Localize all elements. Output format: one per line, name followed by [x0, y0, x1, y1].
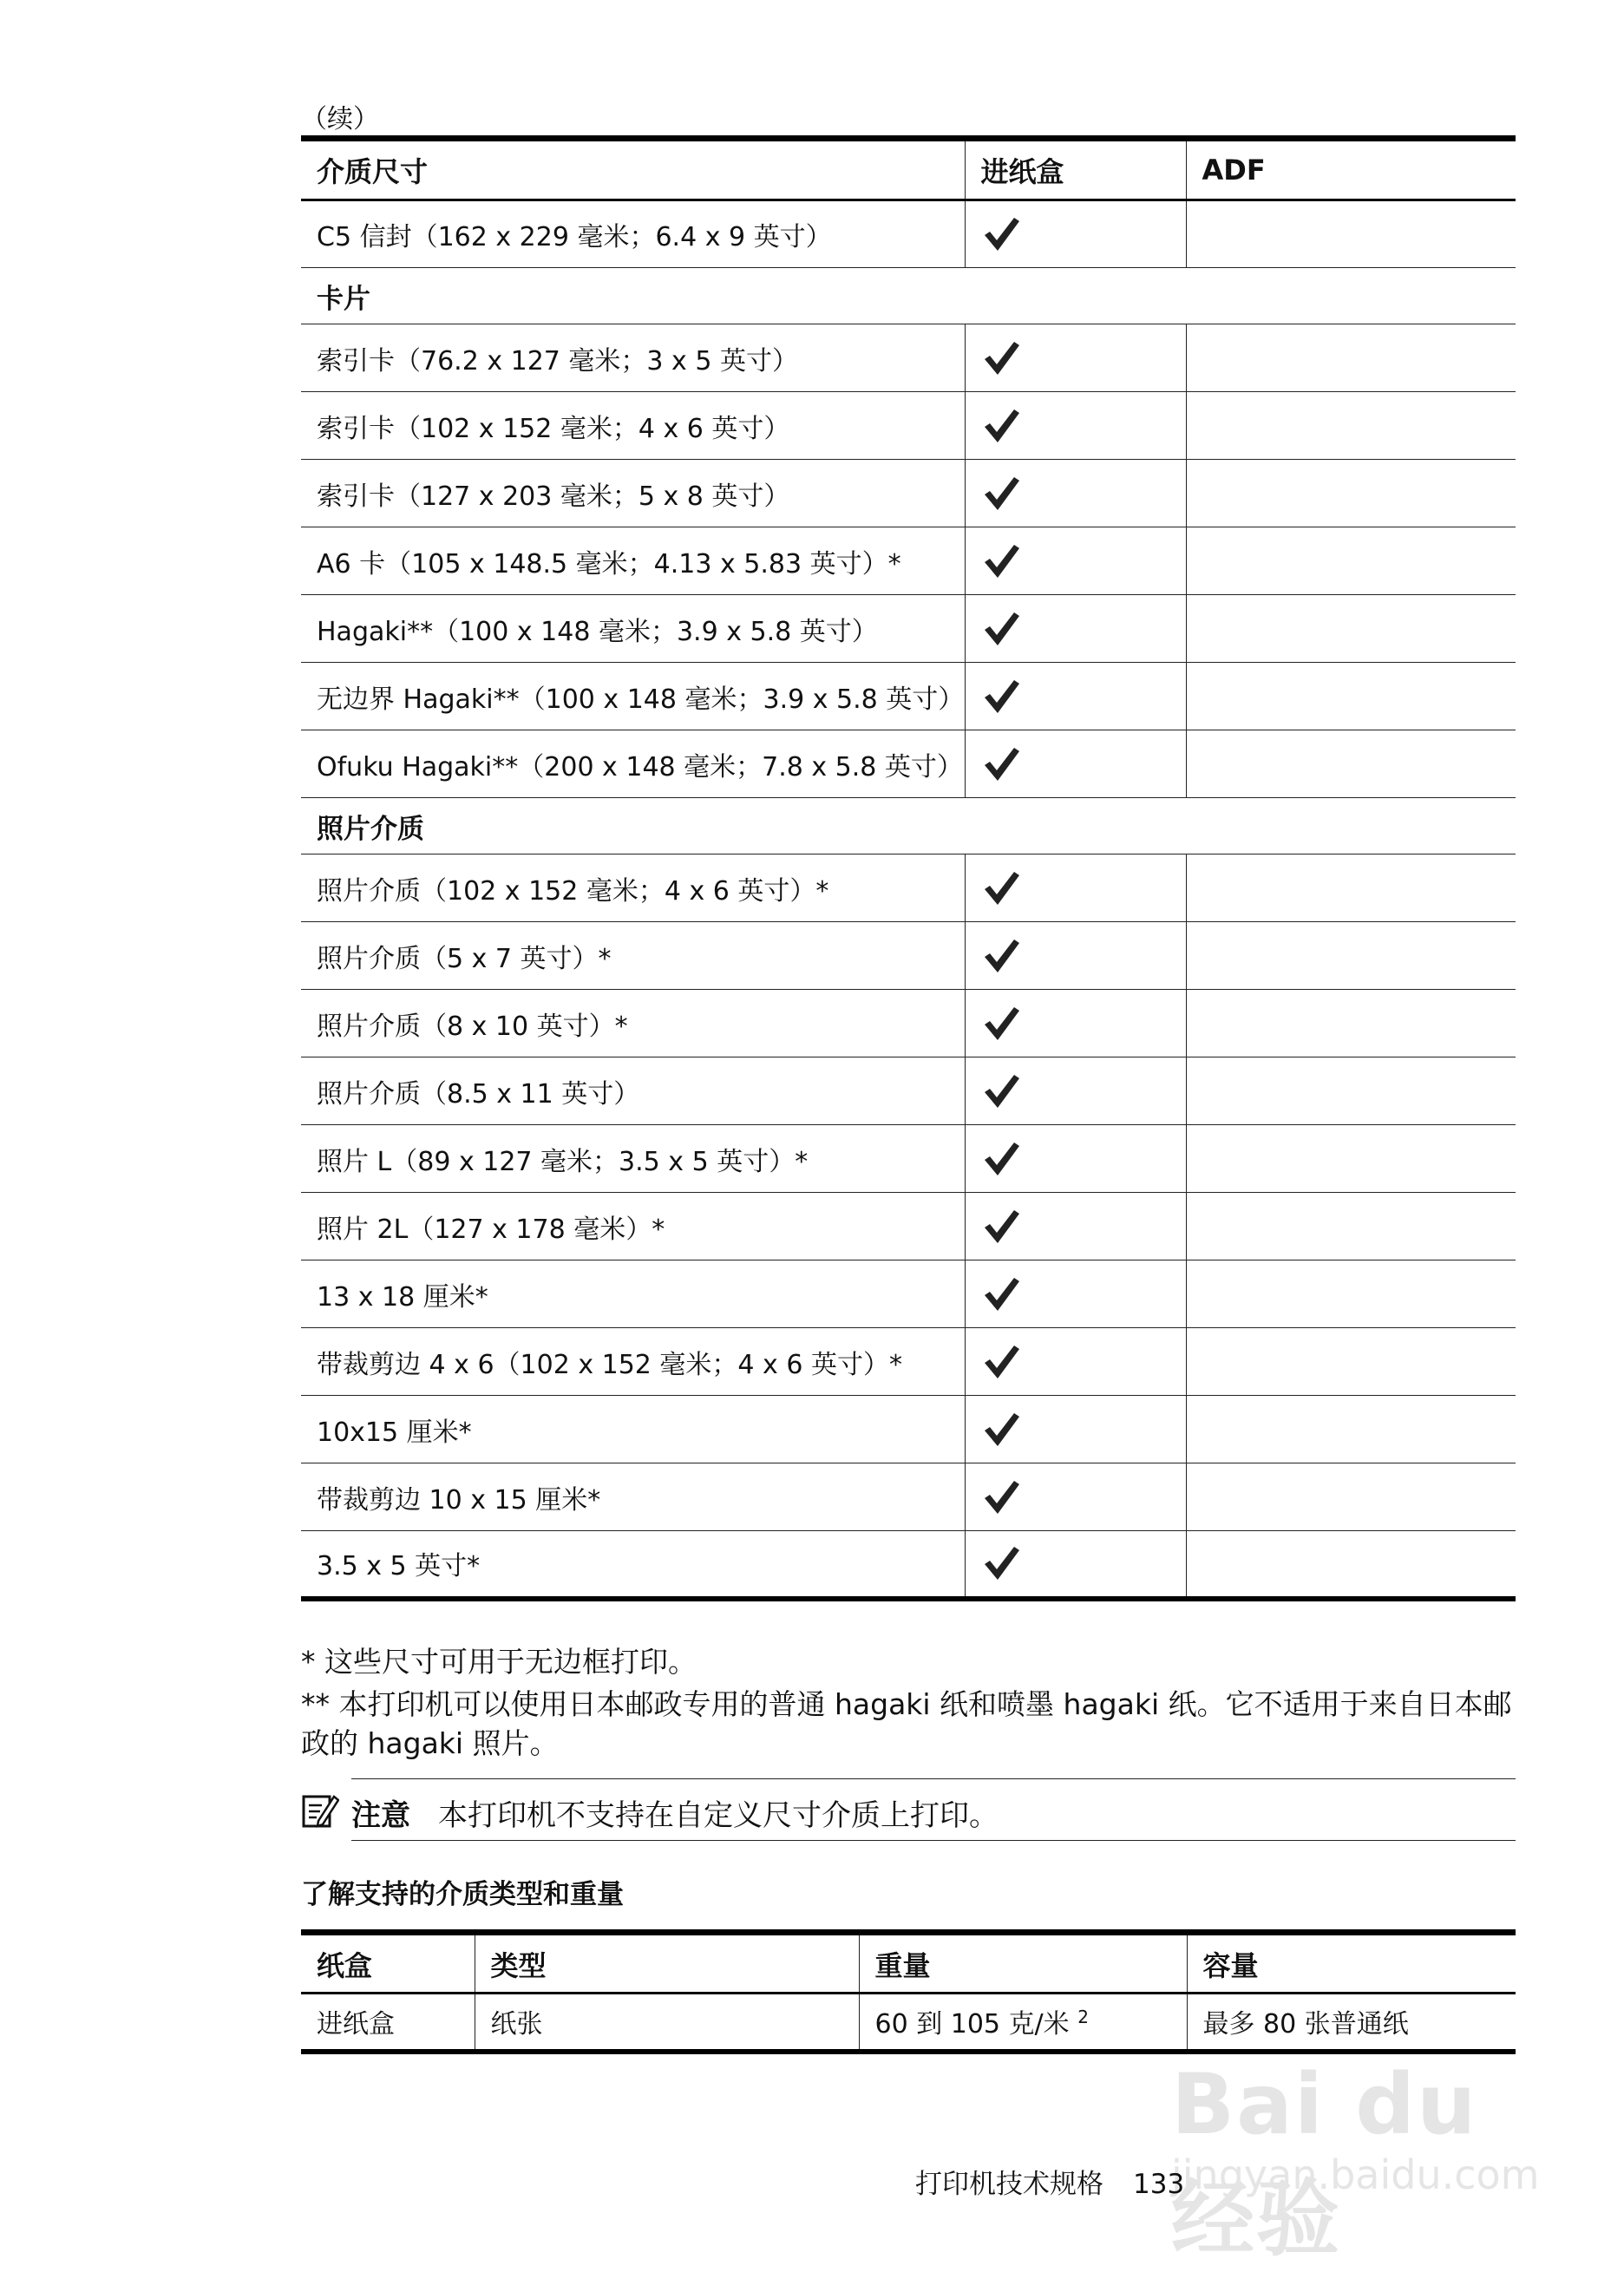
table-row: [301, 527, 1516, 595]
adf-support: [1186, 1057, 1516, 1125]
checkmark-icon: [981, 1342, 1021, 1382]
table-row: [301, 922, 1516, 990]
media-size-label: 带裁剪边 10 x 15 厘米*: [317, 1484, 601, 1516]
table-row: [301, 663, 1516, 730]
table-row: [301, 1193, 1516, 1260]
table-row: [301, 324, 1516, 392]
media-size-label: 照片 2L（127 x 178 毫米）*: [317, 1214, 665, 1245]
checkmark-icon: [981, 1004, 1021, 1044]
input-tray-support: [965, 200, 1186, 268]
checkmark-icon: [981, 609, 1021, 649]
checkmark-icon: [981, 868, 1021, 908]
media-size-table-body: [301, 200, 1516, 1599]
checkmark-icon: [981, 1071, 1021, 1111]
adf-support: [1186, 1193, 1516, 1260]
header-type: 类型: [475, 1933, 859, 1994]
media-size-label: 带裁剪边 4 x 6（102 x 152 毫米；4 x 6 英寸）*: [317, 1349, 902, 1380]
input-tray-support: [965, 1260, 1186, 1328]
input-tray-support: [965, 527, 1186, 595]
note-box: [351, 1778, 1516, 1841]
adf-support: [1186, 854, 1516, 922]
note-label: 注意: [351, 1798, 410, 1833]
checkmark-icon: [981, 936, 1021, 976]
header-weight: 重量: [859, 1933, 1187, 1994]
footnote-hagaki: ** 本打印机可以使用日本邮政专用的普通 hagaki 纸和喷墨 hagaki 纸。它不适用于来自日本邮政的 hagaki 照片。: [301, 1687, 1512, 1760]
header-input-tray: 进纸盒: [965, 139, 1186, 200]
table-row: [301, 1396, 1516, 1463]
checkmark-icon: [981, 406, 1021, 446]
checkmark-icon: [981, 1139, 1021, 1179]
media-size-label: 照片介质（5 x 7 英寸）*: [317, 943, 612, 974]
input-tray-support: [965, 990, 1186, 1057]
adf-support: [1186, 990, 1516, 1057]
weight-value: 60 到 105 克/米: [874, 2009, 1070, 2040]
table-row: [301, 1057, 1516, 1125]
input-tray-support: [965, 854, 1186, 922]
adf-support: [1186, 324, 1516, 392]
category-label: 照片介质: [317, 813, 424, 845]
input-tray-support: [965, 595, 1186, 663]
adf-support: [1186, 730, 1516, 798]
header-tray: 纸盒: [301, 1933, 475, 1994]
cell-type: 纸张: [475, 1994, 859, 2052]
media-size-label: 索引卡（127 x 203 毫米；5 x 8 英寸）: [317, 481, 790, 512]
input-tray-support: [965, 1328, 1186, 1396]
note-text: 本打印机不支持在自定义尺寸介质上打印。: [438, 1798, 999, 1833]
adf-support: [1186, 527, 1516, 595]
table-row: [301, 854, 1516, 922]
watermark-url: jingyan.baidu.com: [1171, 2151, 1540, 2198]
cell-weight: [859, 1994, 1187, 2052]
category-row: [301, 268, 1516, 324]
media-size-label: 10x15 厘米*: [317, 1417, 472, 1448]
media-size-label: 3.5 x 5 英寸*: [317, 1551, 481, 1582]
checkmark-icon: [981, 1207, 1021, 1247]
checkmark-icon: [981, 214, 1021, 254]
media-size-label: C5 信封（162 x 229 毫米；6.4 x 9 英寸）: [317, 222, 832, 252]
adf-support: [1186, 392, 1516, 460]
weight-superscript: 2: [1077, 2007, 1089, 2028]
adf-support: [1186, 1125, 1516, 1193]
adf-support: [1186, 460, 1516, 527]
checkmark-icon: [981, 1274, 1021, 1314]
table-row: [301, 595, 1516, 663]
table-row: [301, 1994, 1516, 2052]
input-tray-support: [965, 730, 1186, 798]
adf-support: [1186, 595, 1516, 663]
media-size-label: 索引卡（102 x 152 毫米；4 x 6 英寸）: [317, 413, 790, 444]
checkmark-icon: [981, 1410, 1021, 1450]
table-row: [301, 1125, 1516, 1193]
input-tray-support: [965, 1125, 1186, 1193]
header-media-size: 介质尺寸: [317, 155, 429, 188]
table-row: [301, 460, 1516, 527]
input-tray-support: [965, 392, 1186, 460]
category-label: 卡片: [317, 283, 370, 315]
adf-support: [1186, 1396, 1516, 1463]
adf-support: [1186, 200, 1516, 268]
table-row: [301, 730, 1516, 798]
media-size-label: 照片介质（8.5 x 11 英寸）: [317, 1078, 640, 1110]
note-pencil-icon: [301, 1791, 339, 1830]
input-tray-support: [965, 460, 1186, 527]
checkmark-icon: [981, 1477, 1021, 1517]
media-size-label: A6 卡（105 x 148.5 毫米；4.13 x 5.83 英寸）*: [317, 548, 901, 579]
watermark-brand: Bai du 经验: [1171, 2056, 1478, 2268]
category-row: [301, 798, 1516, 854]
input-tray-support: [965, 1463, 1186, 1531]
input-tray-support: [965, 324, 1186, 392]
adf-support: [1186, 1531, 1516, 1599]
media-size-label: Hagaki**（100 x 148 毫米；3.9 x 5.8 英寸）: [317, 616, 878, 647]
checkmark-icon: [981, 474, 1021, 514]
input-tray-support: [965, 1531, 1186, 1599]
adf-support: [1186, 1463, 1516, 1531]
table-header-row: [301, 139, 1516, 200]
media-size-table: [301, 135, 1516, 1601]
footnote-borderless: * 这些尺寸可用于无边框打印。: [301, 1645, 697, 1679]
input-tray-support: [965, 922, 1186, 990]
cell-tray: 进纸盒: [301, 1994, 475, 2052]
input-tray-support: [965, 1193, 1186, 1260]
baidu-watermark: [1171, 2056, 1540, 2268]
cell-capacity: 最多 80 张普通纸: [1202, 2009, 1409, 2040]
adf-support: [1186, 1260, 1516, 1328]
checkmark-icon: [981, 677, 1021, 717]
header-capacity: 容量: [1202, 1948, 1259, 1982]
media-size-label: 无边界 Hagaki**（100 x 148 毫米；3.9 x 5.8 英寸）: [317, 684, 965, 715]
checkmark-icon: [981, 338, 1021, 378]
table-row: [301, 990, 1516, 1057]
media-size-label: 13 x 18 厘米*: [317, 1281, 488, 1313]
checkmark-icon: [981, 1543, 1021, 1583]
table-row: [301, 1531, 1516, 1599]
table-row: [301, 1260, 1516, 1328]
header-adf: ADF: [1202, 154, 1266, 187]
media-size-label: 照片介质（8 x 10 英寸）*: [317, 1011, 628, 1042]
table-row: [301, 1463, 1516, 1531]
adf-support: [1186, 922, 1516, 990]
footer-section: 打印机技术规格: [915, 2169, 1103, 2200]
continued-label: （续）: [301, 104, 379, 134]
checkmark-icon: [981, 744, 1021, 784]
table-header-row: [301, 1933, 1516, 1994]
media-size-label: 照片 L（89 x 127 毫米；3.5 x 5 英寸）*: [317, 1146, 809, 1177]
media-size-label: 照片介质（102 x 152 毫米；4 x 6 英寸）*: [317, 875, 829, 907]
media-size-label: 索引卡（76.2 x 127 毫米；3 x 5 英寸）: [317, 345, 798, 376]
table-row: [301, 392, 1516, 460]
weight-section-title: 了解支持的介质类型和重量: [301, 1879, 624, 1910]
page-footer: [915, 2162, 1184, 2201]
input-tray-support: [965, 1057, 1186, 1125]
media-size-label: Ofuku Hagaki**（200 x 148 毫米；7.8 x 5.8 英寸）: [317, 751, 963, 782]
adf-support: [1186, 1328, 1516, 1396]
adf-support: [1186, 663, 1516, 730]
table-row: [301, 200, 1516, 268]
media-weight-table: [301, 1929, 1516, 2054]
checkmark-icon: [981, 541, 1021, 581]
page-number: 133: [1133, 2169, 1185, 2200]
input-tray-support: [965, 1396, 1186, 1463]
table-row: [301, 1328, 1516, 1396]
input-tray-support: [965, 663, 1186, 730]
